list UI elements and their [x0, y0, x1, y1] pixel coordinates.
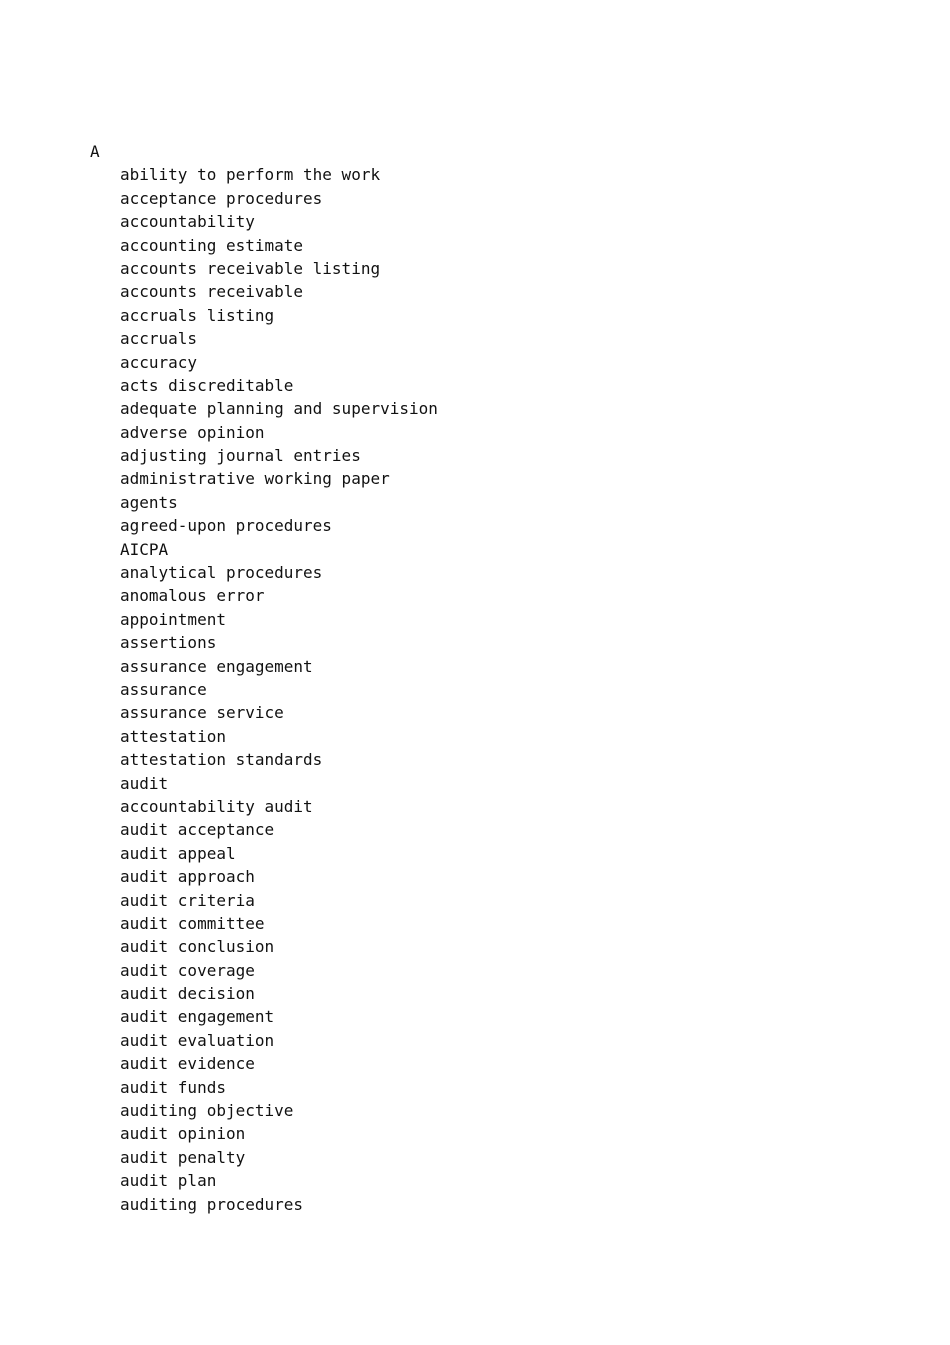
term-item: agreed-upon procedures	[120, 516, 332, 536]
term-item: audit engagement	[120, 1007, 275, 1027]
term-item: audit decision	[120, 984, 255, 1004]
term-item: adjusting journal entries	[120, 446, 361, 466]
term-item: appointment	[120, 609, 226, 629]
term-item: assertions	[120, 633, 217, 653]
term-item: administrative working paper	[120, 469, 390, 489]
term-list	[90, 163, 438, 1216]
term-item: accounts receivable listing	[120, 258, 381, 278]
term-item: audit funds	[120, 1077, 226, 1097]
term-item: audit coverage	[120, 960, 255, 980]
term-item: acceptance procedures	[120, 188, 323, 208]
term-item: assurance engagement	[120, 656, 313, 676]
term-item: audit criteria	[120, 890, 255, 910]
term-item: accountability audit	[120, 796, 313, 816]
term-item: auditing objective	[120, 1101, 294, 1121]
term-item: assurance service	[120, 703, 284, 723]
term-item: audit opinion	[120, 1124, 246, 1144]
term-item: audit penalty	[120, 1147, 246, 1167]
term-item: analytical procedures	[120, 563, 323, 583]
term-item: assurance	[120, 679, 207, 699]
term-item: agents	[120, 492, 178, 512]
term-item: attestation	[120, 726, 226, 746]
term-item: AICPA	[120, 539, 169, 559]
term-item: accounting estimate	[120, 235, 304, 255]
term-item: adequate planning and supervision	[120, 399, 438, 419]
term-item: audit plan	[120, 1171, 217, 1191]
term-item: audit committee	[120, 913, 265, 933]
term-item: acts discreditable	[120, 375, 294, 395]
term-item: accruals listing	[120, 305, 275, 325]
term-item: auditing procedures	[120, 1194, 304, 1214]
term-item: audit	[120, 773, 169, 793]
term-item: attestation standards	[120, 750, 323, 770]
term-item: audit evaluation	[120, 1030, 275, 1050]
term-item: audit acceptance	[120, 820, 275, 840]
term-item: audit appeal	[120, 843, 236, 863]
term-item: ability to perform the work	[120, 165, 381, 185]
term-item: audit approach	[120, 867, 255, 887]
term-item: audit evidence	[120, 1054, 255, 1074]
term-item: accountability	[120, 212, 255, 232]
term-item: accounts receivable	[120, 282, 304, 302]
term-item: accuracy	[120, 352, 198, 372]
term-item: adverse opinion	[120, 422, 265, 442]
term-item: anomalous error	[120, 586, 265, 606]
section-letter: A	[90, 142, 100, 161]
glossary-index	[90, 140, 438, 1216]
term-item: audit conclusion	[120, 937, 275, 957]
term-item: accruals	[120, 329, 198, 349]
